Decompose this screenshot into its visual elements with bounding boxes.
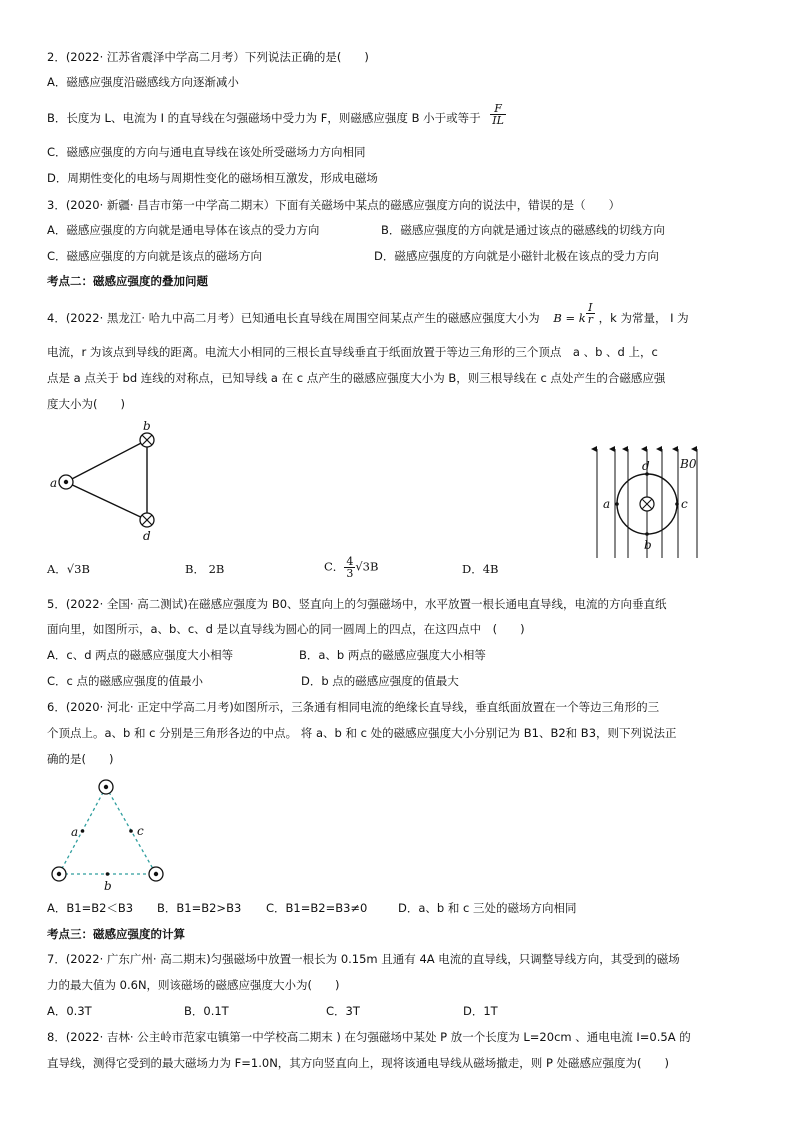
q3-stem: 3．(2020· 新疆· 昌吉市第一中学高二期末）下面有关磁场中某点的磁感应强度方向的说法中，错误的是（ ） bbox=[47, 198, 621, 212]
q6-option-a: A．B1=B2＜B3 bbox=[47, 901, 134, 915]
q4-formula-fraction bbox=[586, 302, 595, 325]
q2-option-b-text: B．长度为 L、电流为 I 的直导线在匀强磁场中受力为 F，则磁感应强度 B 小于或等于 bbox=[47, 111, 481, 125]
q6-option-d: D．a、b 和 c 三处的磁场方向相同 bbox=[398, 901, 577, 915]
q4-option-a: A．√3B bbox=[47, 562, 90, 576]
q7-option-d: D．1T bbox=[463, 1004, 498, 1018]
q3-option-b: B．磁感应强度的方向就是通过该点的磁感线的切线方向 bbox=[381, 223, 665, 237]
q4-option-c-fraction bbox=[344, 556, 355, 579]
q5-field-figure bbox=[590, 446, 720, 561]
q6-fig-label-a: a bbox=[71, 825, 79, 839]
q8-line-2: 直导线，测得它受到的最大磁场力为 F=1.0N，其方向竖直向上，现将该通电导线从磁场撤走，则 P 处磁感应强度为( ) bbox=[47, 1056, 670, 1070]
q4-option-c bbox=[324, 556, 378, 579]
q4-formula-lhs: B = k bbox=[553, 311, 586, 325]
q5-fig-label-a: a bbox=[603, 497, 611, 511]
q6-fig-label-c: c bbox=[137, 824, 144, 838]
q7-line-2: 力的最大值为 0.6N，则该磁场的磁感应强度大小为( ) bbox=[47, 978, 340, 992]
q7-line-1: 7．(2022· 广东广州· 高二期末)匀强磁场中放置一根长为 0.15m 且通有 4A 电流的直导线，只调整导线方向，其受到的磁场 bbox=[47, 952, 680, 966]
q5-option-a: A．c、d 两点的磁感应强度大小相等 bbox=[47, 648, 234, 662]
q7-option-b: B．0.1T bbox=[184, 1004, 229, 1018]
q4-line-3: 点是 a 点关于 bd 连线的对称点，已知导线 a 在 c 点产生的磁感应强度大小为 B，则三根导线在 c 点处产生的合磁感应强 bbox=[47, 371, 666, 385]
q5-option-c: C．c 点的磁感应强度的值最小 bbox=[47, 674, 204, 688]
q4-line-1-tail: ，k 为常量， I 为 bbox=[598, 311, 689, 325]
q7-option-a: A．0.3T bbox=[47, 1004, 92, 1018]
q4-option-c-value: √3B bbox=[355, 559, 379, 574]
q2-option-b bbox=[47, 102, 754, 127]
q2-stem: 2．(2022· 江苏省震泽中学高二月考）下列说法正确的是( ) bbox=[47, 50, 369, 64]
q8-line-1: 8．(2022· 吉林· 公主岭市范家屯镇第一中学校高二期末 ) 在匀强磁场中某处 P 放一个长度为 L=20cm 、通电电流 I=0.5A 的 bbox=[47, 1030, 691, 1044]
q2-option-c: C．磁感应强度的方向与通电直导线在该处所受磁场力方向相同 bbox=[47, 145, 366, 159]
q4-option-b: B． 2B bbox=[185, 562, 225, 576]
q5-line-2: 面向里，如图所示，a、b、c、d 是以直导线为圆心的同一圆周上的四点，在这四点中 ( ) bbox=[47, 622, 525, 636]
q6-line-3: 确的是( ) bbox=[47, 752, 114, 766]
q4-line-1 bbox=[47, 301, 754, 327]
section-heading-3: 考点三：磁感应强度的计算 bbox=[47, 927, 185, 941]
q5-fig-label-d: d bbox=[642, 459, 650, 473]
q4-option-c-numerator: 4 bbox=[346, 555, 354, 568]
q6-option-c: C．B1=B2=B3≠0 bbox=[266, 901, 368, 915]
q5-line-1: 5．(2022· 全国· 高二测试)在磁感应强度为 B0、竖直向上的匀强磁场中，水平放置一根长通电直导线，电流的方向垂直纸 bbox=[47, 597, 667, 611]
q4-triangle-figure bbox=[46, 419, 156, 543]
q3-option-d: D．磁感应强度的方向就是小磁针北极在该点的受力方向 bbox=[374, 249, 659, 263]
q4-option-c-denominator: 3 bbox=[346, 567, 354, 580]
q2-option-a: A．磁感应强度沿磁感线方向逐渐减小 bbox=[47, 75, 239, 89]
q5-option-b: B．a、b 两点的磁感应强度大小相等 bbox=[299, 648, 486, 662]
q4-line-2: 电流，r 为该点到导线的距离。电流大小相同的三根长直导线垂直于纸面放置于等边三角形的三个顶点 a 、b 、d 上，c bbox=[47, 345, 658, 359]
q5-fig-label-c: c bbox=[681, 497, 688, 511]
q2-fraction-denominator: IL bbox=[492, 114, 504, 127]
q5-fig-label-b: b bbox=[644, 538, 652, 552]
q2-fraction-numerator: F bbox=[490, 103, 506, 115]
q4-fig1-label-d: d bbox=[143, 529, 151, 543]
q6-line-1: 6．(2020· 河北· 正定中学高二月考)如图所示，三条通有相同电流的绝缘长直导线，垂直纸面放置在一个等边三角形的三 bbox=[47, 700, 660, 714]
q5-option-d: D．b 点的磁感应强度的值最大 bbox=[301, 674, 459, 688]
q4-fig1-label-b: b bbox=[143, 419, 151, 433]
q7-option-c: C．3T bbox=[326, 1004, 360, 1018]
q6-option-b: B．B1=B2>B3 bbox=[157, 901, 242, 915]
q2-option-b-fraction bbox=[490, 103, 506, 126]
q3-option-c: C．磁感应强度的方向就是该点的磁场方向 bbox=[47, 249, 263, 263]
q4-formula-denominator: r bbox=[587, 313, 593, 326]
q4-line-1-text: 4．(2022· 黑龙江· 哈九中高二月考）已知通电长直导线在周围空间某点产生的磁感应强度大小为 bbox=[47, 311, 540, 325]
q6-triangle-figure bbox=[44, 773, 184, 893]
q4-option-d: D．4B bbox=[462, 562, 499, 576]
q4-line-4: 度大小为( ) bbox=[47, 397, 125, 411]
q6-line-2: 个顶点上。a、b 和 c 分别是三角形各边的中点。 将 a、b 和 c 处的磁感应强度大小分别记为 B1、B2和 B3，则下列说法正 bbox=[47, 726, 677, 740]
q4-formula-numerator: I bbox=[586, 302, 595, 314]
section-heading-2: 考点二：磁感应强度的叠加问题 bbox=[47, 274, 208, 288]
q2-option-d: D．周期性变化的电场与周期性变化的磁场相互激发，形成电磁场 bbox=[47, 171, 378, 185]
q4-fig1-label-a: a bbox=[50, 476, 58, 490]
q6-fig-label-b: b bbox=[104, 879, 112, 893]
q3-option-a: A．磁感应强度的方向就是通电导体在该点的受力方向 bbox=[47, 223, 320, 237]
q4-option-c-label: C． bbox=[324, 559, 345, 574]
q5-fig-label-field: B0 bbox=[680, 457, 697, 471]
